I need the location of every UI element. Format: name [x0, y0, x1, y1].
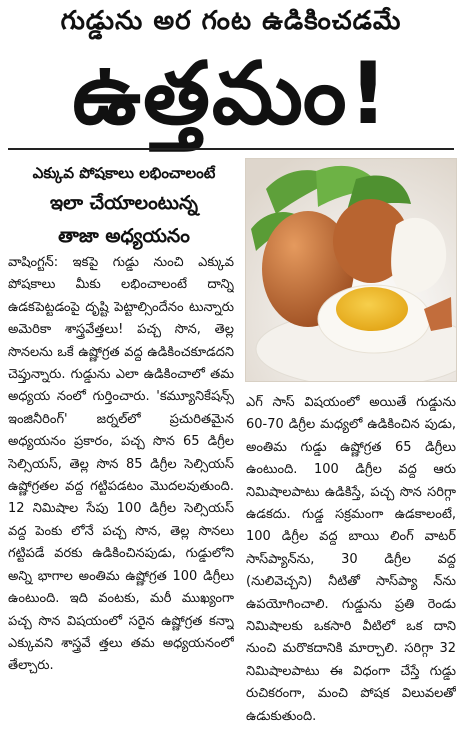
headline: ఉత్తమం! [72, 44, 390, 144]
body-paragraph-left: వాషింగ్టన్: ఇకపై గుడ్డు నుంచి ఎక్కువ పోషకాలు మీకు లభించాలంటే దాన్ని ఉడకపెట్టడంపై దృష్టి పెట్టాల్సిందేనం టున్నారు అమెరికా శాస్త్రవేత్తలు! పచ్చ సొన, తెల్ల సొనలను ఒకే ఉష్ణోగ్రత వద్ద ఉడికించకూడదని చెప్తున్నారు. గుడ్డును ఎలా ఉడికించాలో తమ అధ్యయ నంలో గుర్తించారు. 'కమ్యూనికేషన్స్ ఇంజినీరింగ్' జర్నల్‌లో ప్రచురితమైన అధ్యయనం ప్రకారం, పచ్చ సొన 65 డిగ్రీల సెల్సియస్, తెల్ల సొన 85 డిగ్రీల సెల్సియస్ ఉష్ణోగ్రతల వద్ద గట్టిపడటం మొదలవుతుంది. 12 నిమిషాల సేపు 100 డిగ్రీల సెల్సియస్ వద్ద పెంకు లోనే పచ్చ సొన, తెల్ల సొనలు గట్టిపడే వరకు ఉడికించినపుడు, గుడ్డులోని అన్ని భాగాల అంతిమ ఉష్ణోగ్రత 100 డిగ్రీలు ఉంటుంది. ఇది వంటకు, మరీ ముఖ్యంగా పచ్చ సొన విషయంలో సరైన ఉష్ణోగ్రత కన్నా ఎక్కువని శాస్త్రవే త్తలు తమ అధ్యయనంలో తేల్చారు. [8, 255, 234, 674]
divider [8, 148, 454, 150]
subhead-line-1: ఎక్కువ పోషకాలు లభించాలంటే [32, 164, 216, 182]
boiled-eggs-photo [245, 158, 457, 382]
body-paragraph-right: ఎగ్ సాస్ విషయంలో అయితే గుడ్డును 60-70 డిగ్రీల మధ్యలో ఉడికించిన పుడు, అంతిమ గుడ్డు ఉష్ణోగ్రత 65 డిగ్రీలు ఉంటుంది. 100 డిగ్రీల వద్ద ఆరు నిమిషాలపాటు ఉడికిస్తే, పచ్చ సొన సరిగ్గా ఉడకదు. గుడ్డ సక్రమంగా ఉడకాలంటే, 100 డిగ్రీల వద్ద బాయి లింగ్ వాటర్ సాస్‌ప్యాన్‌ను, 30 డిగ్రీల వద్ద (నులివెచ్చని) నీటితో సాస్‌ప్యా న్‌ను ఉపయోగించాలి. గుడ్డును ప్రతి రెండు నిమిషాలకు ఒకసారి వీటిలో ఒక దాని నుంచి మరొకదానికి మార్చాలి. సరిగ్గా 32 నిమిషాలపాటు ఈ విధంగా చేస్తే గుడ్డు రుచికరంగా, మంచి పోషక విలువలతో ఉడుకుతుంది. [246, 395, 456, 724]
article-body-right [246, 392, 456, 728]
subhead-line-3: తాజా అధ్యయనం [58, 225, 190, 247]
article-body-left [8, 252, 234, 730]
boiled-eggs-illustration [246, 159, 456, 381]
kicker-line: గుడ్డును అర గంట ఉడికించడమే [60, 6, 402, 36]
subheadline [10, 158, 238, 258]
subhead-line-2: ఇలా చేయాలంటున్న [50, 192, 198, 214]
